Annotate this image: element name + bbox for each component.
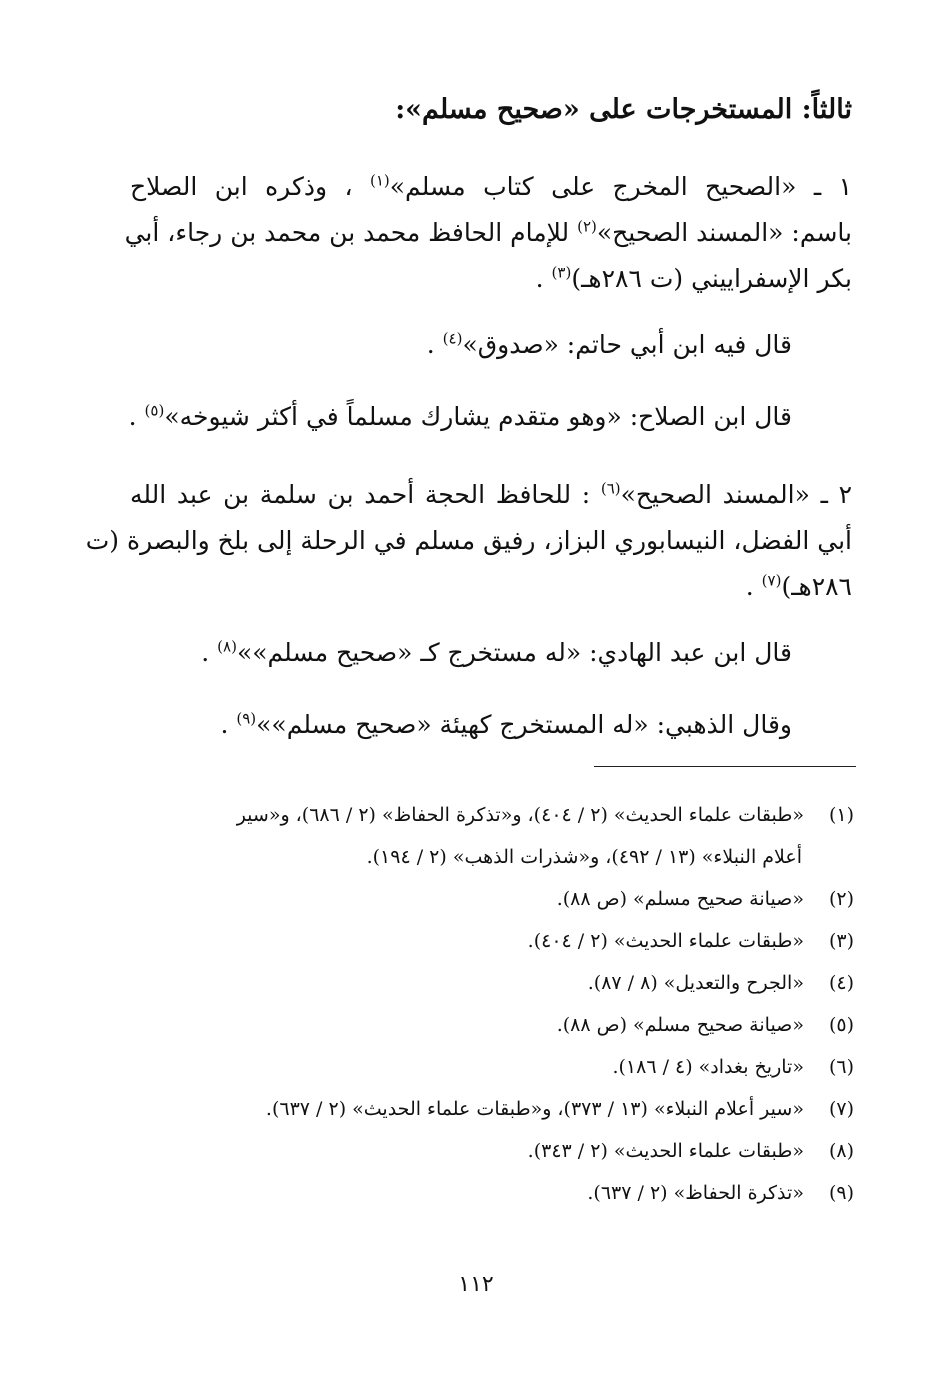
footnote-text: «تاريخ بغداد» (٤ / ١٨٦). [612, 1056, 804, 1078]
item-1-paragraph [124, 164, 853, 302]
quote-dhahabi: وقال الذهبي: «له المستخرج كهيئة «صحيح مسلم»»$^{(٩)}$ . [220, 709, 792, 739]
footnote-1 [124, 794, 854, 878]
footnote-7 [124, 1088, 854, 1130]
footnote-ref-6[interactable]: (٦) [600, 479, 621, 498]
footnote-text: «تذكرة الحفاظ» (٢ / ٦٣٧). [587, 1182, 804, 1204]
page-number: ١١٢ [458, 1272, 494, 1297]
footnote-divider [594, 766, 856, 767]
footnote-8 [124, 1130, 854, 1172]
footnote-number: (٤) [828, 972, 854, 994]
footnote-number: (٧) [828, 1098, 854, 1120]
item-2-paragraph [85, 472, 852, 610]
item-1-line-3: بكر الإسفراييني (ت ٢٨٦هـ)$^{(٣)}$ . [535, 263, 852, 293]
footnote-ref-1[interactable]: (١) [369, 171, 390, 190]
footnote-text: «طبقات علماء الحديث» (٢ / ٤٠٤)، و«تذكرة الحفاظ» (٢ / ٦٨٦)، و«سير [236, 804, 804, 826]
footnote-text: «صيانة صحيح مسلم» (ص ٨٨). [556, 1014, 804, 1036]
footnote-text-continued: أعلام النبلاء» (١٣ / ٤٩٢)، و«شذرات الذهب» (٢ / ١٩٤). [366, 846, 802, 868]
footnote-ref-7[interactable]: (٧) [761, 571, 782, 590]
footnote-2 [124, 878, 854, 920]
section-heading: ثالثاً: المستخرجات على «صحيح مسلم»: [395, 94, 852, 125]
footnote-ref-4[interactable]: (٤) [442, 329, 463, 348]
item-2-line-1: ٢ ـ «المسند الصحيح»$^{(٦)}$ : للحافظ الحجة أحمد بن سلمة بن عبد الله [130, 479, 852, 509]
footnote-number: (٨) [828, 1140, 854, 1162]
item-1-line-2: باسم: «المسند الصحيح»$^{(٢)}$ للإمام الحافظ محمد بن محمد بن رجاء، أبي [124, 217, 852, 247]
quote-ibn-abd-al-hadi: قال ابن عبد الهادي: «له مستخرج كـ «صحيح مسلم»»$^{(٨)}$ . [201, 637, 792, 667]
quote-abi-hatim: قال فيه ابن أبي حاتم: «صدوق»$^{(٤)}$ . [426, 329, 792, 359]
footnote-number: (١) [828, 804, 854, 826]
footnote-text: «طبقات علماء الحديث» (٢ / ٤٠٤). [527, 930, 804, 952]
footnote-4 [124, 962, 854, 1004]
footnote-6 [124, 1046, 854, 1088]
quote-ibn-salah: قال ابن الصلاح: «وهو متقدم يشارك مسلماً في أكثر شيوخه»$^{(٥)}$ . [128, 401, 792, 431]
footnote-number: (٩) [828, 1182, 854, 1204]
footnote-ref-8[interactable]: (٨) [217, 637, 237, 656]
footnote-ref-9[interactable]: (٩) [236, 709, 257, 728]
footnote-text: «صيانة صحيح مسلم» (ص ٨٨). [556, 888, 804, 910]
footnote-text: «سير أعلام النبلاء» (١٣ / ٣٧٣)، و«طبقات علماء الحديث» (٢ / ٦٣٧). [265, 1098, 804, 1120]
footnote-number: (٢) [828, 888, 854, 910]
footnote-number: (٥) [828, 1014, 854, 1036]
item-2-line-3: ٢٨٦هـ)$^{(٧)}$ . [745, 571, 852, 601]
footnote-ref-5[interactable]: (٥) [144, 401, 165, 420]
item-1-line-1: ١ ـ «الصحيح المخرج على كتاب مسلم»$^{(١)}$ ، وذكره ابن الصلاح [130, 171, 853, 201]
footnote-9 [124, 1172, 854, 1214]
footnote-text: «الجرح والتعديل» (٨ / ٨٧). [587, 972, 804, 994]
footnote-ref-3[interactable]: (٣) [551, 263, 572, 282]
footnote-text: «طبقات علماء الحديث» (٢ / ٣٤٣). [527, 1140, 804, 1162]
footnote-5 [124, 1004, 854, 1046]
item-2-line-2: أبي الفضل، النيسابوري البزاز، رفيق مسلم في الرحلة إلى بلخ والبصرة (ت [85, 526, 852, 555]
footnote-3 [124, 920, 854, 962]
footnote-number: (٣) [828, 930, 854, 952]
footnote-number: (٦) [828, 1056, 854, 1078]
footnote-ref-2[interactable]: (٢) [577, 217, 597, 236]
